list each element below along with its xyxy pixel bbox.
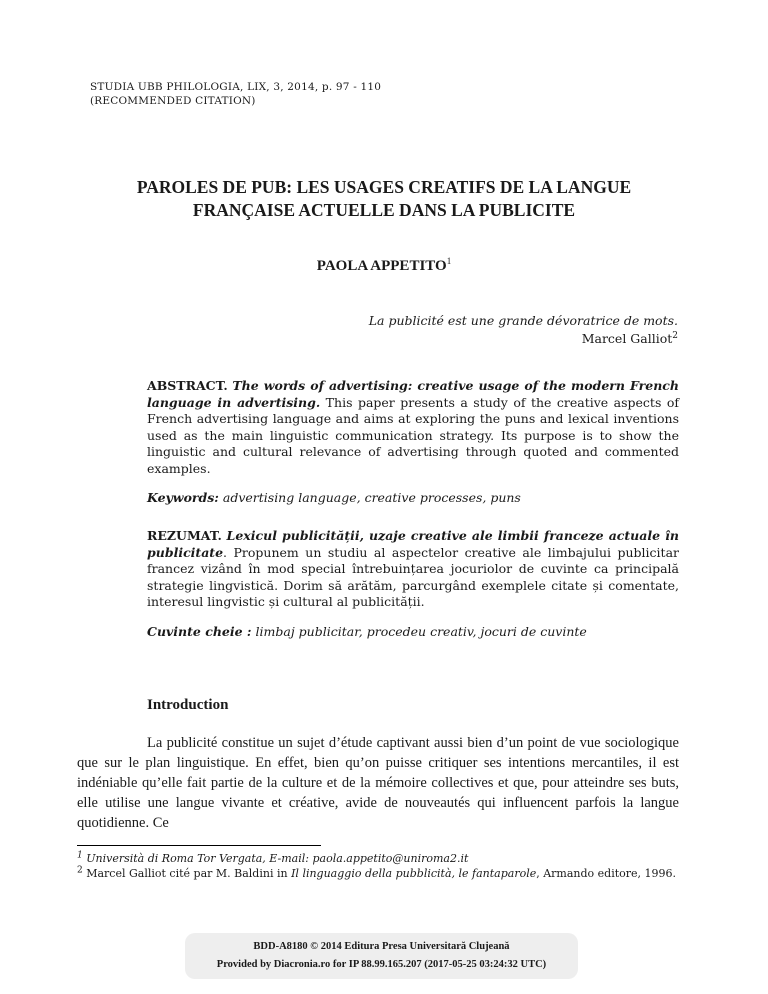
article-title	[60, 176, 708, 222]
footnote-2-text-a: Marcel Galliot cité par M. Baldini in	[82, 867, 292, 880]
epigraph-source-line	[369, 330, 678, 348]
keywords-text: advertising language, creative processes, puns	[218, 490, 521, 505]
rezumat-label: REZUMAT.	[147, 528, 222, 543]
footnote-separator	[77, 845, 321, 846]
epigraph-quote: La publicité est une grande dévoratrice de mots.	[368, 313, 678, 328]
epigraph	[369, 312, 678, 348]
author-line	[60, 258, 708, 275]
footnote-ref-2[interactable]: 2	[672, 330, 678, 341]
abstract-title: The words of advertising: creative usage of the modern French language in advertising.	[147, 378, 679, 410]
title-line-2: FRANÇAISE ACTUELLE DANS LA PUBLICITE	[192, 200, 576, 220]
footnote-1-text: Università di Roma Tor Vergata, E-mail: paola.appetito@uniroma2.it	[82, 852, 469, 865]
author-name: PAOLA APPETITO	[316, 258, 447, 274]
introduction-paragraph: La publicité constitue un sujet d’étude captivant aussi bien d’un point de vue sociologique que sur le plan linguistique. En effet, bien qu’on puisse critiquer ses intentions mercantiles, il est indéniable qu’elle fait partie de la culture et de la mémoire collectives et que, pour atteindre ses buts, elle utilise une langue vivante et créative, avide de nouveautés qui influencent parfois la langue quotidienne. Ce	[77, 735, 679, 831]
footer-copyright: BDD-A8180 © 2014 Editura Presa Universitară Clujeană	[253, 941, 510, 952]
abstract-label: ABSTRACT.	[147, 378, 228, 393]
keywords	[147, 490, 679, 507]
footnote-2-text-b: , Armando editore, 1996.	[536, 867, 677, 880]
recommended-citation: (RECOMMENDED CITATION)	[90, 95, 256, 107]
footnote-ref-1[interactable]: 1	[446, 256, 452, 266]
footnote-1-mark: 1	[77, 850, 83, 861]
keywords-label: Keywords:	[147, 490, 219, 505]
rezumat-title: Lexicul publicității, uzaje creative ale limbii franceze actuale în publicitate	[147, 528, 679, 560]
rezumat-text: . Propunem un studiu al aspectelor creative ale limbajului publicitar francez vizând în mod special întrebuințarea jocuriolor de cuvinte ca principală strategie lingvistică. Dorim să arătăm, parcurgând exemplele citate și comentate, interesul lingvistic și cultural al publicității.	[147, 544, 679, 609]
journal-citation: STUDIA UBB PHILOLOGIA, LIX, 3, 2014, p. 97 - 110	[90, 81, 382, 93]
rezumat	[147, 528, 679, 611]
abstract-text: This paper presents a study of the creative aspects of French advertising language and aims at exploring the puns and lexical inventions used as the main linguistic communication strategy. Its purpose is to show the linguistic and cultural relevance of advertising through quoted and commented examples.	[147, 394, 679, 476]
provenance-footer	[185, 933, 578, 979]
footnote-1	[77, 851, 679, 866]
cuvinte-label: Cuvinte cheie :	[147, 624, 252, 639]
cuvinte-text: limbaj publicitar, procedeu creativ, jocuri de cuvinte	[251, 624, 587, 639]
abstract	[147, 378, 679, 477]
footnote-2-work-title: Il linguaggio della pubblicità, le fantaparole	[291, 867, 537, 880]
footer-provider: Provided by Diacronia.ro for IP 88.99.165.207 (2017-05-25 03:24:32 UTC)	[216, 959, 547, 970]
footnote-2-mark: 2	[77, 865, 83, 876]
journal-header	[90, 80, 381, 108]
title-line-1: PAROLES DE PUB: LES USAGES CREATIFS DE LA LANGUE	[136, 177, 632, 197]
epigraph-source: Marcel Galliot	[581, 331, 673, 346]
section-heading-introduction: Introduction	[147, 697, 229, 713]
cuvinte-cheie	[147, 624, 679, 641]
footnote-2	[77, 866, 679, 881]
